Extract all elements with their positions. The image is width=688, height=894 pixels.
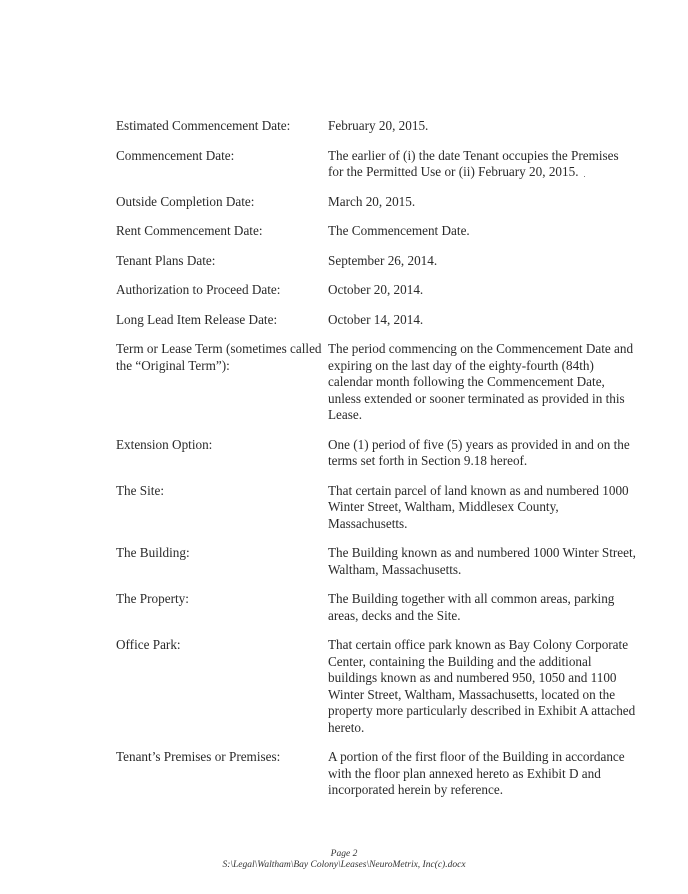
term-label: Estimated Commencement Date: [116,118,291,133]
term-value: The Commencement Date. [328,223,470,238]
term-label: Extension Option: [116,436,213,452]
term-label: Tenant Plans Date: [116,252,216,268]
term-row-premises [116,749,636,799]
term-row-lease-term [116,341,636,424]
term-label: Office Park: [116,637,181,652]
lease-terms-table [116,118,636,799]
term-value: The Building known as and numbered 1000 Winter Street, Waltham, Massachusetts. [328,545,636,577]
term-row-outside-completion [116,194,636,211]
footer-file-path: S:\Legal\Waltham\Bay Colony\Leases\NeuroMetrix, Inc(c).docx [222,860,466,870]
term-value: That certain parcel of land known as and numbered 1000 Winter Street, Waltham, Middlesex County, Massachusetts. [328,482,629,531]
term-value: October 20, 2014. [328,282,424,297]
term-row-authorization [116,282,636,299]
term-row-property [116,591,636,624]
footer-page-number: Page 2 [330,849,358,859]
term-value: That certain office park known as Bay Colony Corporate Center, containing the Building and the additional buildings known as and numbered 950, 1050 and 1100 Winter Street, Waltham, Massachusetts, located on the property more particularly described in Exhibit A attached hereto. [328,637,636,735]
term-row-long-lead [116,312,636,329]
term-row-rent-commencement [116,223,636,240]
term-label: Authorization to Proceed Date: [116,282,281,297]
term-value: The earlier of (i) the date Tenant occupies the Premises for the Permitted Use or (ii) February 20, 2015. [328,147,619,179]
term-value: A portion of the first floor of the Building in accordance with the floor plan annexed hereto as Exhibit D and incorporated herein by reference. [328,749,625,797]
term-value: February 20, 2015. [328,118,429,133]
term-label: Outside Completion Date: [116,193,255,209]
term-row-extension-option [116,437,636,470]
term-value: October 14, 2014. [328,311,424,327]
term-row-estimated-commencement [116,118,636,135]
term-label: Tenant’s Premises or Premises: [116,749,281,764]
term-label: Commencement Date: [116,147,235,163]
term-label: Long Lead Item Release Date: [116,311,278,327]
term-value: The period commencing on the Commencement Date and expiring on the last day of the eighty-fourth (84th) calendar month following the Commencement Date, unless extended or sooner terminated as provided in this Lease. [328,341,634,422]
term-row-building [116,545,636,578]
term-label: Rent Commencement Date: [116,223,263,238]
term-label: Term or Lease Term (sometimes called the “Original Term”): [116,341,322,373]
term-label: The Building: [116,545,190,560]
term-row-tenant-plans [116,253,636,270]
term-value: The Building together with all common areas, parking areas, decks and the Site. [328,591,615,623]
term-row-office-park [116,637,636,736]
term-value: March 20, 2015. [328,193,416,209]
term-label: The Site: [116,482,164,498]
term-value: One (1) period of five (5) years as provided in and on the terms set forth in Section 9.18 hereof. [328,436,630,468]
term-value: September 26, 2014. [328,252,438,268]
term-row-commencement [116,148,636,181]
term-row-site [116,483,636,533]
term-label: The Property: [116,591,189,606]
